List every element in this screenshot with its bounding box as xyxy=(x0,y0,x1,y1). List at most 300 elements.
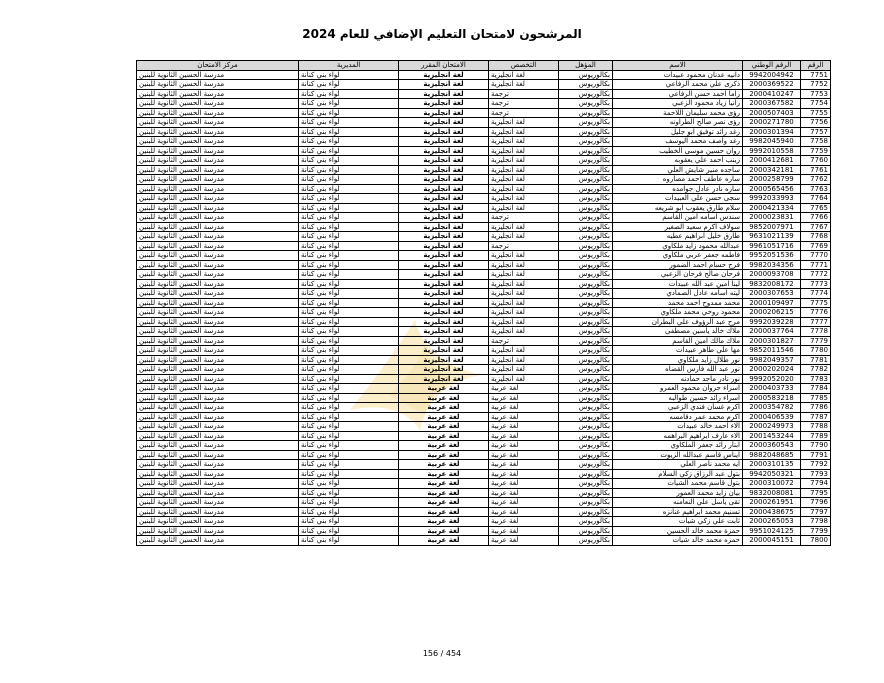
cell-name: سلام طارق يعقوب ابو شريعه xyxy=(613,203,743,213)
cell-qualification: بكالوريوس xyxy=(559,232,613,242)
cell-center: مدرسة الحسين الثانوية للبنين xyxy=(137,365,299,375)
cell-national-id: 9951024125 xyxy=(743,526,801,536)
cell-name: محمد ممدوح احمد محمد xyxy=(613,298,743,308)
cell-specialization: لغة عربية xyxy=(489,460,559,470)
cell-exam: لغة عربية xyxy=(399,517,489,527)
cell-name: روان حسين موسى الخطيب xyxy=(613,146,743,156)
cell-num: 7771 xyxy=(801,260,831,270)
cell-specialization: ترجمة xyxy=(489,241,559,251)
table-row xyxy=(137,507,831,517)
cell-directorate: لواء بني كنانة xyxy=(299,441,399,451)
cell-exam: لغة عربية xyxy=(399,450,489,460)
cell-qualification: بكالوريوس xyxy=(559,156,613,166)
cell-directorate: لواء بني كنانة xyxy=(299,99,399,109)
header-center: مركز الامتحان xyxy=(137,61,299,71)
cell-name: اسراء جروان محمود العمرو xyxy=(613,384,743,394)
cell-num: 7751 xyxy=(801,70,831,80)
cell-num: 7783 xyxy=(801,374,831,384)
cell-name: الاء احمد خالد عبيدات xyxy=(613,422,743,432)
table-row xyxy=(137,137,831,147)
cell-center: مدرسة الحسين الثانوية للبنين xyxy=(137,441,299,451)
cell-exam: لغة انجليزية xyxy=(399,260,489,270)
cell-national-id: 9992033993 xyxy=(743,194,801,204)
cell-national-id: 2000354782 xyxy=(743,403,801,413)
cell-national-id: 2000310072 xyxy=(743,479,801,489)
cell-qualification: بكالوريوس xyxy=(559,355,613,365)
table-row xyxy=(137,184,831,194)
cell-specialization: لغة عربية xyxy=(489,536,559,546)
cell-qualification: بكالوريوس xyxy=(559,327,613,337)
cell-specialization: لغة عربية xyxy=(489,431,559,441)
cell-qualification: بكالوريوس xyxy=(559,517,613,527)
table-row xyxy=(137,536,831,546)
cell-specialization: لغة انجليزية xyxy=(489,80,559,90)
cell-national-id: 2000360543 xyxy=(743,441,801,451)
cell-specialization: لغة انجليزية xyxy=(489,118,559,128)
cell-center: مدرسة الحسين الثانوية للبنين xyxy=(137,137,299,147)
table-row xyxy=(137,365,831,375)
cell-directorate: لواء بني كنانة xyxy=(299,260,399,270)
cell-name: الاء عارف ابراهيم البراهمه xyxy=(613,431,743,441)
cell-center: مدرسة الحسين الثانوية للبنين xyxy=(137,251,299,261)
cell-center: مدرسة الحسين الثانوية للبنين xyxy=(137,526,299,536)
cell-num: 7775 xyxy=(801,298,831,308)
table-row xyxy=(137,279,831,289)
cell-num: 7765 xyxy=(801,203,831,213)
table-row xyxy=(137,203,831,213)
cell-name: ايناس قاسم عبدالله الزيوت xyxy=(613,450,743,460)
cell-center: مدرسة الحسين الثانوية للبنين xyxy=(137,70,299,80)
cell-national-id: 9942050321 xyxy=(743,469,801,479)
cell-directorate: لواء بني كنانة xyxy=(299,251,399,261)
header-national-id: الرقم الوطني xyxy=(743,61,801,71)
cell-specialization: لغة انجليزية xyxy=(489,327,559,337)
cell-num: 7797 xyxy=(801,507,831,517)
cell-qualification: بكالوريوس xyxy=(559,241,613,251)
cell-specialization: لغة عربية xyxy=(489,450,559,460)
cell-directorate: لواء بني كنانة xyxy=(299,89,399,99)
cell-specialization: ترجمة xyxy=(489,89,559,99)
cell-qualification: بكالوريوس xyxy=(559,479,613,489)
cell-name: نور طلال زايد ملكاوي xyxy=(613,355,743,365)
cell-qualification: بكالوريوس xyxy=(559,460,613,470)
table-row xyxy=(137,289,831,299)
cell-exam: لغة انجليزية xyxy=(399,194,489,204)
cell-specialization: لغة عربية xyxy=(489,412,559,422)
cell-national-id: 9992052020 xyxy=(743,374,801,384)
cell-name: دانيه عدنان محمود عبيدات xyxy=(613,70,743,80)
cell-num: 7764 xyxy=(801,194,831,204)
cell-exam: لغة انجليزية xyxy=(399,203,489,213)
cell-qualification: بكالوريوس xyxy=(559,346,613,356)
cell-specialization: لغة عربية xyxy=(489,422,559,432)
cell-num: 7761 xyxy=(801,165,831,175)
cell-directorate: لواء بني كنانة xyxy=(299,393,399,403)
cell-national-id: 2000271780 xyxy=(743,118,801,128)
cell-national-id: 2000410247 xyxy=(743,89,801,99)
cell-qualification: بكالوريوس xyxy=(559,279,613,289)
cell-national-id: 2000403733 xyxy=(743,384,801,394)
cell-directorate: لواء بني كنانة xyxy=(299,460,399,470)
cell-center: مدرسة الحسين الثانوية للبنين xyxy=(137,203,299,213)
table-row xyxy=(137,403,831,413)
header-specialization: التخصص xyxy=(489,61,559,71)
cell-directorate: لواء بني كنانة xyxy=(299,355,399,365)
cell-national-id: 2000202024 xyxy=(743,365,801,375)
cell-center: مدرسة الحسين الثانوية للبنين xyxy=(137,279,299,289)
cell-exam: لغة انجليزية xyxy=(399,70,489,80)
cell-exam: لغة انجليزية xyxy=(399,327,489,337)
cell-center: مدرسة الحسين الثانوية للبنين xyxy=(137,175,299,185)
cell-national-id: 2000249973 xyxy=(743,422,801,432)
cell-directorate: لواء بني كنانة xyxy=(299,80,399,90)
cell-specialization: لغة انجليزية xyxy=(489,355,559,365)
cell-center: مدرسة الحسين الثانوية للبنين xyxy=(137,317,299,327)
cell-exam: لغة انجليزية xyxy=(399,365,489,375)
cell-national-id: 2000307653 xyxy=(743,289,801,299)
cell-name: زينب احمد علي يعقوبه xyxy=(613,156,743,166)
cell-qualification: بكالوريوس xyxy=(559,431,613,441)
cell-num: 7760 xyxy=(801,156,831,166)
cell-center: مدرسة الحسين الثانوية للبنين xyxy=(137,403,299,413)
cell-national-id: 2000438675 xyxy=(743,507,801,517)
cell-national-id: 2000093708 xyxy=(743,270,801,280)
table-row xyxy=(137,298,831,308)
cell-center: مدرسة الحسين الثانوية للبنين xyxy=(137,479,299,489)
cell-directorate: لواء بني كنانة xyxy=(299,374,399,384)
cell-center: مدرسة الحسين الثانوية للبنين xyxy=(137,118,299,128)
table-row xyxy=(137,232,831,242)
cell-directorate: لواء بني كنانة xyxy=(299,175,399,185)
cell-exam: لغة انجليزية xyxy=(399,108,489,118)
cell-name: ملاك خالد ياسين مصطفى xyxy=(613,327,743,337)
table-row xyxy=(137,374,831,384)
cell-center: مدرسة الحسين الثانوية للبنين xyxy=(137,355,299,365)
cell-center: مدرسة الحسين الثانوية للبنين xyxy=(137,327,299,337)
cell-directorate: لواء بني كنانة xyxy=(299,194,399,204)
cell-qualification: بكالوريوس xyxy=(559,289,613,299)
cell-qualification: بكالوريوس xyxy=(559,498,613,508)
cell-specialization: لغة عربية xyxy=(489,526,559,536)
cell-national-id: 2000258799 xyxy=(743,175,801,185)
candidates-table xyxy=(136,60,831,546)
cell-center: مدرسة الحسين الثانوية للبنين xyxy=(137,289,299,299)
cell-num: 7774 xyxy=(801,289,831,299)
table-row xyxy=(137,108,831,118)
cell-specialization: لغة عربية xyxy=(489,403,559,413)
cell-directorate: لواء بني كنانة xyxy=(299,279,399,289)
cell-num: 7794 xyxy=(801,479,831,489)
table-row xyxy=(137,450,831,460)
cell-directorate: لواء بني كنانة xyxy=(299,241,399,251)
cell-num: 7757 xyxy=(801,127,831,137)
cell-num: 7784 xyxy=(801,384,831,394)
cell-exam: لغة عربية xyxy=(399,422,489,432)
table-row xyxy=(137,460,831,470)
cell-exam: لغة انجليزية xyxy=(399,127,489,137)
cell-name: مرح عبد الرؤوف علي البطران xyxy=(613,317,743,327)
cell-qualification: بكالوريوس xyxy=(559,374,613,384)
table-row xyxy=(137,80,831,90)
cell-exam: لغة انجليزية xyxy=(399,308,489,318)
cell-name: ثابت علي زكي شيات xyxy=(613,517,743,527)
cell-num: 7800 xyxy=(801,536,831,546)
table-row xyxy=(137,517,831,527)
cell-qualification: بكالوريوس xyxy=(559,222,613,232)
cell-directorate: لواء بني كنانة xyxy=(299,317,399,327)
cell-national-id: 9832008081 xyxy=(743,488,801,498)
cell-directorate: لواء بني كنانة xyxy=(299,488,399,498)
cell-exam: لغة عربية xyxy=(399,431,489,441)
cell-directorate: لواء بني كنانة xyxy=(299,156,399,166)
cell-name: فرح حسام احمد الضمور xyxy=(613,260,743,270)
cell-center: مدرسة الحسين الثانوية للبنين xyxy=(137,232,299,242)
header-qualification: المؤهل xyxy=(559,61,613,71)
cell-exam: لغة انجليزية xyxy=(399,346,489,356)
cell-specialization: لغة انجليزية xyxy=(489,194,559,204)
cell-specialization: لغة انجليزية xyxy=(489,137,559,147)
table-row xyxy=(137,175,831,185)
cell-national-id: 2000342181 xyxy=(743,165,801,175)
table-row xyxy=(137,194,831,204)
cell-num: 7763 xyxy=(801,184,831,194)
table-row xyxy=(137,488,831,498)
cell-num: 7762 xyxy=(801,175,831,185)
table-row xyxy=(137,479,831,489)
cell-directorate: لواء بني كنانة xyxy=(299,450,399,460)
cell-specialization: لغة انجليزية xyxy=(489,289,559,299)
table-row xyxy=(137,222,831,232)
cell-num: 7778 xyxy=(801,327,831,337)
cell-center: مدرسة الحسين الثانوية للبنين xyxy=(137,469,299,479)
cell-specialization: لغة انجليزية xyxy=(489,298,559,308)
cell-national-id: 9952051536 xyxy=(743,251,801,261)
cell-directorate: لواء بني كنانة xyxy=(299,137,399,147)
table-row xyxy=(137,70,831,80)
cell-name: ايه محمد ناصر العلي xyxy=(613,460,743,470)
cell-center: مدرسة الحسين الثانوية للبنين xyxy=(137,184,299,194)
cell-num: 7772 xyxy=(801,270,831,280)
header-directorate: المديرية xyxy=(299,61,399,71)
cell-specialization: ترجمة xyxy=(489,336,559,346)
table-row xyxy=(137,336,831,346)
cell-directorate: لواء بني كنانة xyxy=(299,270,399,280)
table-row xyxy=(137,146,831,156)
cell-qualification: بكالوريوس xyxy=(559,422,613,432)
cell-national-id: 2000369522 xyxy=(743,80,801,90)
cell-directorate: لواء بني كنانة xyxy=(299,213,399,223)
table-row xyxy=(137,251,831,261)
cell-national-id: 2000310135 xyxy=(743,460,801,470)
cell-directorate: لواء بني كنانة xyxy=(299,165,399,175)
cell-qualification: بكالوريوس xyxy=(559,80,613,90)
cell-exam: لغة انجليزية xyxy=(399,355,489,365)
cell-exam: لغة انجليزية xyxy=(399,270,489,280)
cell-qualification: بكالوريوس xyxy=(559,507,613,517)
cell-name: رغد واصف محمد اليوسف xyxy=(613,137,743,147)
cell-national-id: 2000265053 xyxy=(743,517,801,527)
table-row xyxy=(137,384,831,394)
cell-national-id: 9992039228 xyxy=(743,317,801,327)
cell-directorate: لواء بني كنانة xyxy=(299,507,399,517)
cell-specialization: لغة انجليزية xyxy=(489,260,559,270)
cell-qualification: بكالوريوس xyxy=(559,384,613,394)
cell-center: مدرسة الحسين الثانوية للبنين xyxy=(137,260,299,270)
cell-name: ساجده منير شايش العلي xyxy=(613,165,743,175)
table-row xyxy=(137,469,831,479)
cell-national-id: 9992010558 xyxy=(743,146,801,156)
cell-num: 7790 xyxy=(801,441,831,451)
table-row xyxy=(137,127,831,137)
cell-qualification: بكالوريوس xyxy=(559,365,613,375)
cell-national-id: 2000421334 xyxy=(743,203,801,213)
cell-national-id: 2000507403 xyxy=(743,108,801,118)
table-row xyxy=(137,270,831,280)
cell-name: فرحان صالح فرحان الزعبي xyxy=(613,270,743,280)
cell-specialization: لغة عربية xyxy=(489,469,559,479)
cell-directorate: لواء بني كنانة xyxy=(299,289,399,299)
cell-qualification: بكالوريوس xyxy=(559,99,613,109)
cell-national-id: 2000406539 xyxy=(743,412,801,422)
cell-name: مها علي طاهر عبيدات xyxy=(613,346,743,356)
cell-exam: لغة انجليزية xyxy=(399,279,489,289)
cell-specialization: لغة انجليزية xyxy=(489,346,559,356)
cell-exam: لغة انجليزية xyxy=(399,118,489,128)
cell-exam: لغة انجليزية xyxy=(399,213,489,223)
cell-national-id: 9832008172 xyxy=(743,279,801,289)
cell-qualification: بكالوريوس xyxy=(559,89,613,99)
cell-name: بتول قاسم محمد الشيات xyxy=(613,479,743,489)
cell-num: 7787 xyxy=(801,412,831,422)
cell-exam: لغة عربية xyxy=(399,479,489,489)
cell-qualification: بكالوريوس xyxy=(559,441,613,451)
cell-qualification: بكالوريوس xyxy=(559,403,613,413)
cell-center: مدرسة الحسين الثانوية للبنين xyxy=(137,488,299,498)
cell-center: مدرسة الحسين الثانوية للبنين xyxy=(137,222,299,232)
cell-num: 7770 xyxy=(801,251,831,261)
cell-center: مدرسة الحسين الثانوية للبنين xyxy=(137,270,299,280)
cell-exam: لغة عربية xyxy=(399,393,489,403)
cell-name: راما احمد حسن الرفاعي xyxy=(613,89,743,99)
cell-specialization: لغة عربية xyxy=(489,384,559,394)
cell-national-id: 2000412681 xyxy=(743,156,801,166)
cell-exam: لغة عربية xyxy=(399,536,489,546)
cell-exam: لغة انجليزية xyxy=(399,241,489,251)
cell-exam: لغة انجليزية xyxy=(399,146,489,156)
cell-num: 7788 xyxy=(801,422,831,432)
cell-national-id: 9852011546 xyxy=(743,346,801,356)
cell-name: نور عبد الله فارس القضاه xyxy=(613,365,743,375)
cell-qualification: بكالوريوس xyxy=(559,251,613,261)
cell-specialization: ترجمة xyxy=(489,108,559,118)
cell-center: مدرسة الحسين الثانوية للبنين xyxy=(137,517,299,527)
cell-name: رؤى محمد سليمان اللاحمة xyxy=(613,108,743,118)
table-row xyxy=(137,89,831,99)
cell-specialization: لغة انجليزية xyxy=(489,365,559,375)
cell-num: 7785 xyxy=(801,393,831,403)
cell-num: 7796 xyxy=(801,498,831,508)
cell-national-id: 2000109497 xyxy=(743,298,801,308)
cell-directorate: لواء بني كنانة xyxy=(299,327,399,337)
cell-directorate: لواء بني كنانة xyxy=(299,403,399,413)
table-row xyxy=(137,441,831,451)
cell-qualification: بكالوريوس xyxy=(559,194,613,204)
table-body xyxy=(137,70,831,545)
cell-specialization: لغة انجليزية xyxy=(489,317,559,327)
cell-name: تقى ياسل علي النعامنه xyxy=(613,498,743,508)
cell-directorate: لواء بني كنانة xyxy=(299,431,399,441)
cell-name: محمود روحي محمد ملكاوي xyxy=(613,308,743,318)
cell-specialization: لغة انجليزية xyxy=(489,251,559,261)
table-row xyxy=(137,241,831,251)
cell-directorate: لواء بني كنانة xyxy=(299,517,399,527)
cell-center: مدرسة الحسين الثانوية للبنين xyxy=(137,213,299,223)
cell-exam: لغة انجليزية xyxy=(399,251,489,261)
cell-national-id: 9982034356 xyxy=(743,260,801,270)
table-row xyxy=(137,156,831,166)
header-exam: الامتحان المقرر xyxy=(399,61,489,71)
table-row xyxy=(137,393,831,403)
cell-qualification: بكالوريوس xyxy=(559,175,613,185)
cell-center: مدرسة الحسين الثانوية للبنين xyxy=(137,346,299,356)
cell-qualification: بكالوريوس xyxy=(559,308,613,318)
table-row xyxy=(137,317,831,327)
cell-specialization: لغة عربية xyxy=(489,393,559,403)
cell-directorate: لواء بني كنانة xyxy=(299,70,399,80)
table-row xyxy=(137,118,831,128)
cell-num: 7779 xyxy=(801,336,831,346)
cell-specialization: لغة عربية xyxy=(489,517,559,527)
cell-center: مدرسة الحسين الثانوية للبنين xyxy=(137,431,299,441)
cell-national-id: 2000261951 xyxy=(743,498,801,508)
cell-qualification: بكالوريوس xyxy=(559,469,613,479)
cell-num: 7768 xyxy=(801,232,831,242)
cell-national-id: 2000367582 xyxy=(743,99,801,109)
cell-name: رانيا زياد محمود الزعبي xyxy=(613,99,743,109)
cell-num: 7791 xyxy=(801,450,831,460)
cell-center: مدرسة الحسين الثانوية للبنين xyxy=(137,507,299,517)
cell-name: ذكرى علي محمد الرفاعي xyxy=(613,80,743,90)
cell-num: 7795 xyxy=(801,488,831,498)
cell-name: رغد رائد توفيق ابو جليل xyxy=(613,127,743,137)
cell-national-id: 9882048685 xyxy=(743,450,801,460)
cell-center: مدرسة الحسين الثانوية للبنين xyxy=(137,298,299,308)
cell-qualification: بكالوريوس xyxy=(559,203,613,213)
cell-exam: لغة عربية xyxy=(399,460,489,470)
header-name: الاسم xyxy=(613,61,743,71)
cell-center: مدرسة الحسين الثانوية للبنين xyxy=(137,412,299,422)
cell-name: حمزه محمد خالد شيات xyxy=(613,536,743,546)
cell-qualification: بكالوريوس xyxy=(559,213,613,223)
cell-exam: لغة عربية xyxy=(399,469,489,479)
cell-name: اكرم محمد عمر دقامسه xyxy=(613,412,743,422)
cell-exam: لغة انجليزية xyxy=(399,298,489,308)
cell-specialization: لغة انجليزية xyxy=(489,308,559,318)
table-row xyxy=(137,526,831,536)
cell-directorate: لواء بني كنانة xyxy=(299,184,399,194)
cell-name: ساره عاطف احمد مصاروه xyxy=(613,175,743,185)
cell-exam: لغة انجليزية xyxy=(399,137,489,147)
cell-num: 7769 xyxy=(801,241,831,251)
cell-num: 7799 xyxy=(801,526,831,536)
cell-directorate: لواء بني كنانة xyxy=(299,222,399,232)
cell-qualification: بكالوريوس xyxy=(559,260,613,270)
cell-specialization: لغة انجليزية xyxy=(489,270,559,280)
cell-exam: لغة انجليزية xyxy=(399,374,489,384)
cell-directorate: لواء بني كنانة xyxy=(299,536,399,546)
cell-center: مدرسة الحسين الثانوية للبنين xyxy=(137,422,299,432)
cell-exam: لغة عربية xyxy=(399,441,489,451)
